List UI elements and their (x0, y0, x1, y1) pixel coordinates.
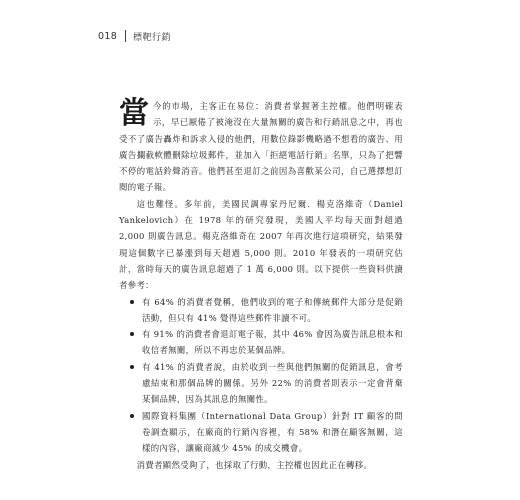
paragraph-intro-text: 今的市場，主客正在易位：消費者掌握著主控權。他們明確表示，早已厭倦了被淹沒在大量無關的廣告和行銷訊息之中，再也受不了廣告轟炸和訴求入侵的他們，用數位錄影機略過不想看的廣告、用廣告攔截軟體刪除垃圾郵件，並加入「拒絕電話行銷」名單，只為了把響不停的電話鈴聲消音。他們甚至退訂之前因為喜歡某公司，自己選擇想訂閱的電子報。 (119, 101, 403, 193)
header-divider (125, 30, 126, 42)
bullet-icon (130, 414, 134, 418)
bullet-icon (130, 300, 134, 304)
list-item (130, 294, 403, 327)
statistics-list (119, 294, 403, 457)
article-body (119, 98, 403, 473)
running-header (98, 29, 171, 43)
paragraph-closing: 消費者顯然受夠了，也採取了行動，主控權也因此正在轉移。 (136, 459, 373, 470)
page-number: 018 (98, 30, 118, 42)
list-item (130, 326, 403, 359)
bullet-icon (130, 332, 134, 336)
paragraph-intro (119, 98, 403, 196)
bullet-icon (130, 365, 134, 369)
list-item-text: 國際資料集團（International Data Group）針對 IT 顧客的問卷調查顯示，在廠商的行銷內容裡，有 58% 和潛在顧客無關，這樣的內容，讓廠商減少 45% 的成交機會。 (142, 410, 403, 454)
list-item (130, 408, 403, 457)
list-item-text: 有 64% 的消費者覺稱，他們收到的電子和傳統郵件大部分是促銷活動，但只有 41% 覺得這些郵件非讀不可。 (142, 296, 403, 323)
drop-cap: 當 (119, 96, 150, 131)
paragraph-statistics: 這也難怪。多年前，美國民調專家丹尼爾．楊克洛維奇（Daniel Yankelovich）在 1978 年的研究發現，美國人平均每天面對超過 2,000 則廣告訊息。楊克洛維奇在 2007 年再次進行這項研究，結果發現這個數字已暴漲到每天超過 5,000 則。2010 年發表的一項研究估計，當時每天的廣告訊息超過了 1 萬 6,000 則。以下提供一些資料供讀者參考： (119, 198, 403, 291)
list-item (130, 359, 403, 408)
list-item-text: 有 41% 的消費者說，由於收到一些與他們無關的促銷訊息，會考慮結束和那個品牌的關係。另外 22% 的消費者則表示一定會背棄某個品牌，因為其訊息的無關性。 (142, 361, 403, 405)
list-item-text: 有 91% 的消費者會退訂電子報，其中 46% 會因為廣告訊息根本和收信者無關，所以不再忠於某個品牌。 (142, 329, 403, 356)
section-title: 標靶行銷 (133, 32, 172, 43)
